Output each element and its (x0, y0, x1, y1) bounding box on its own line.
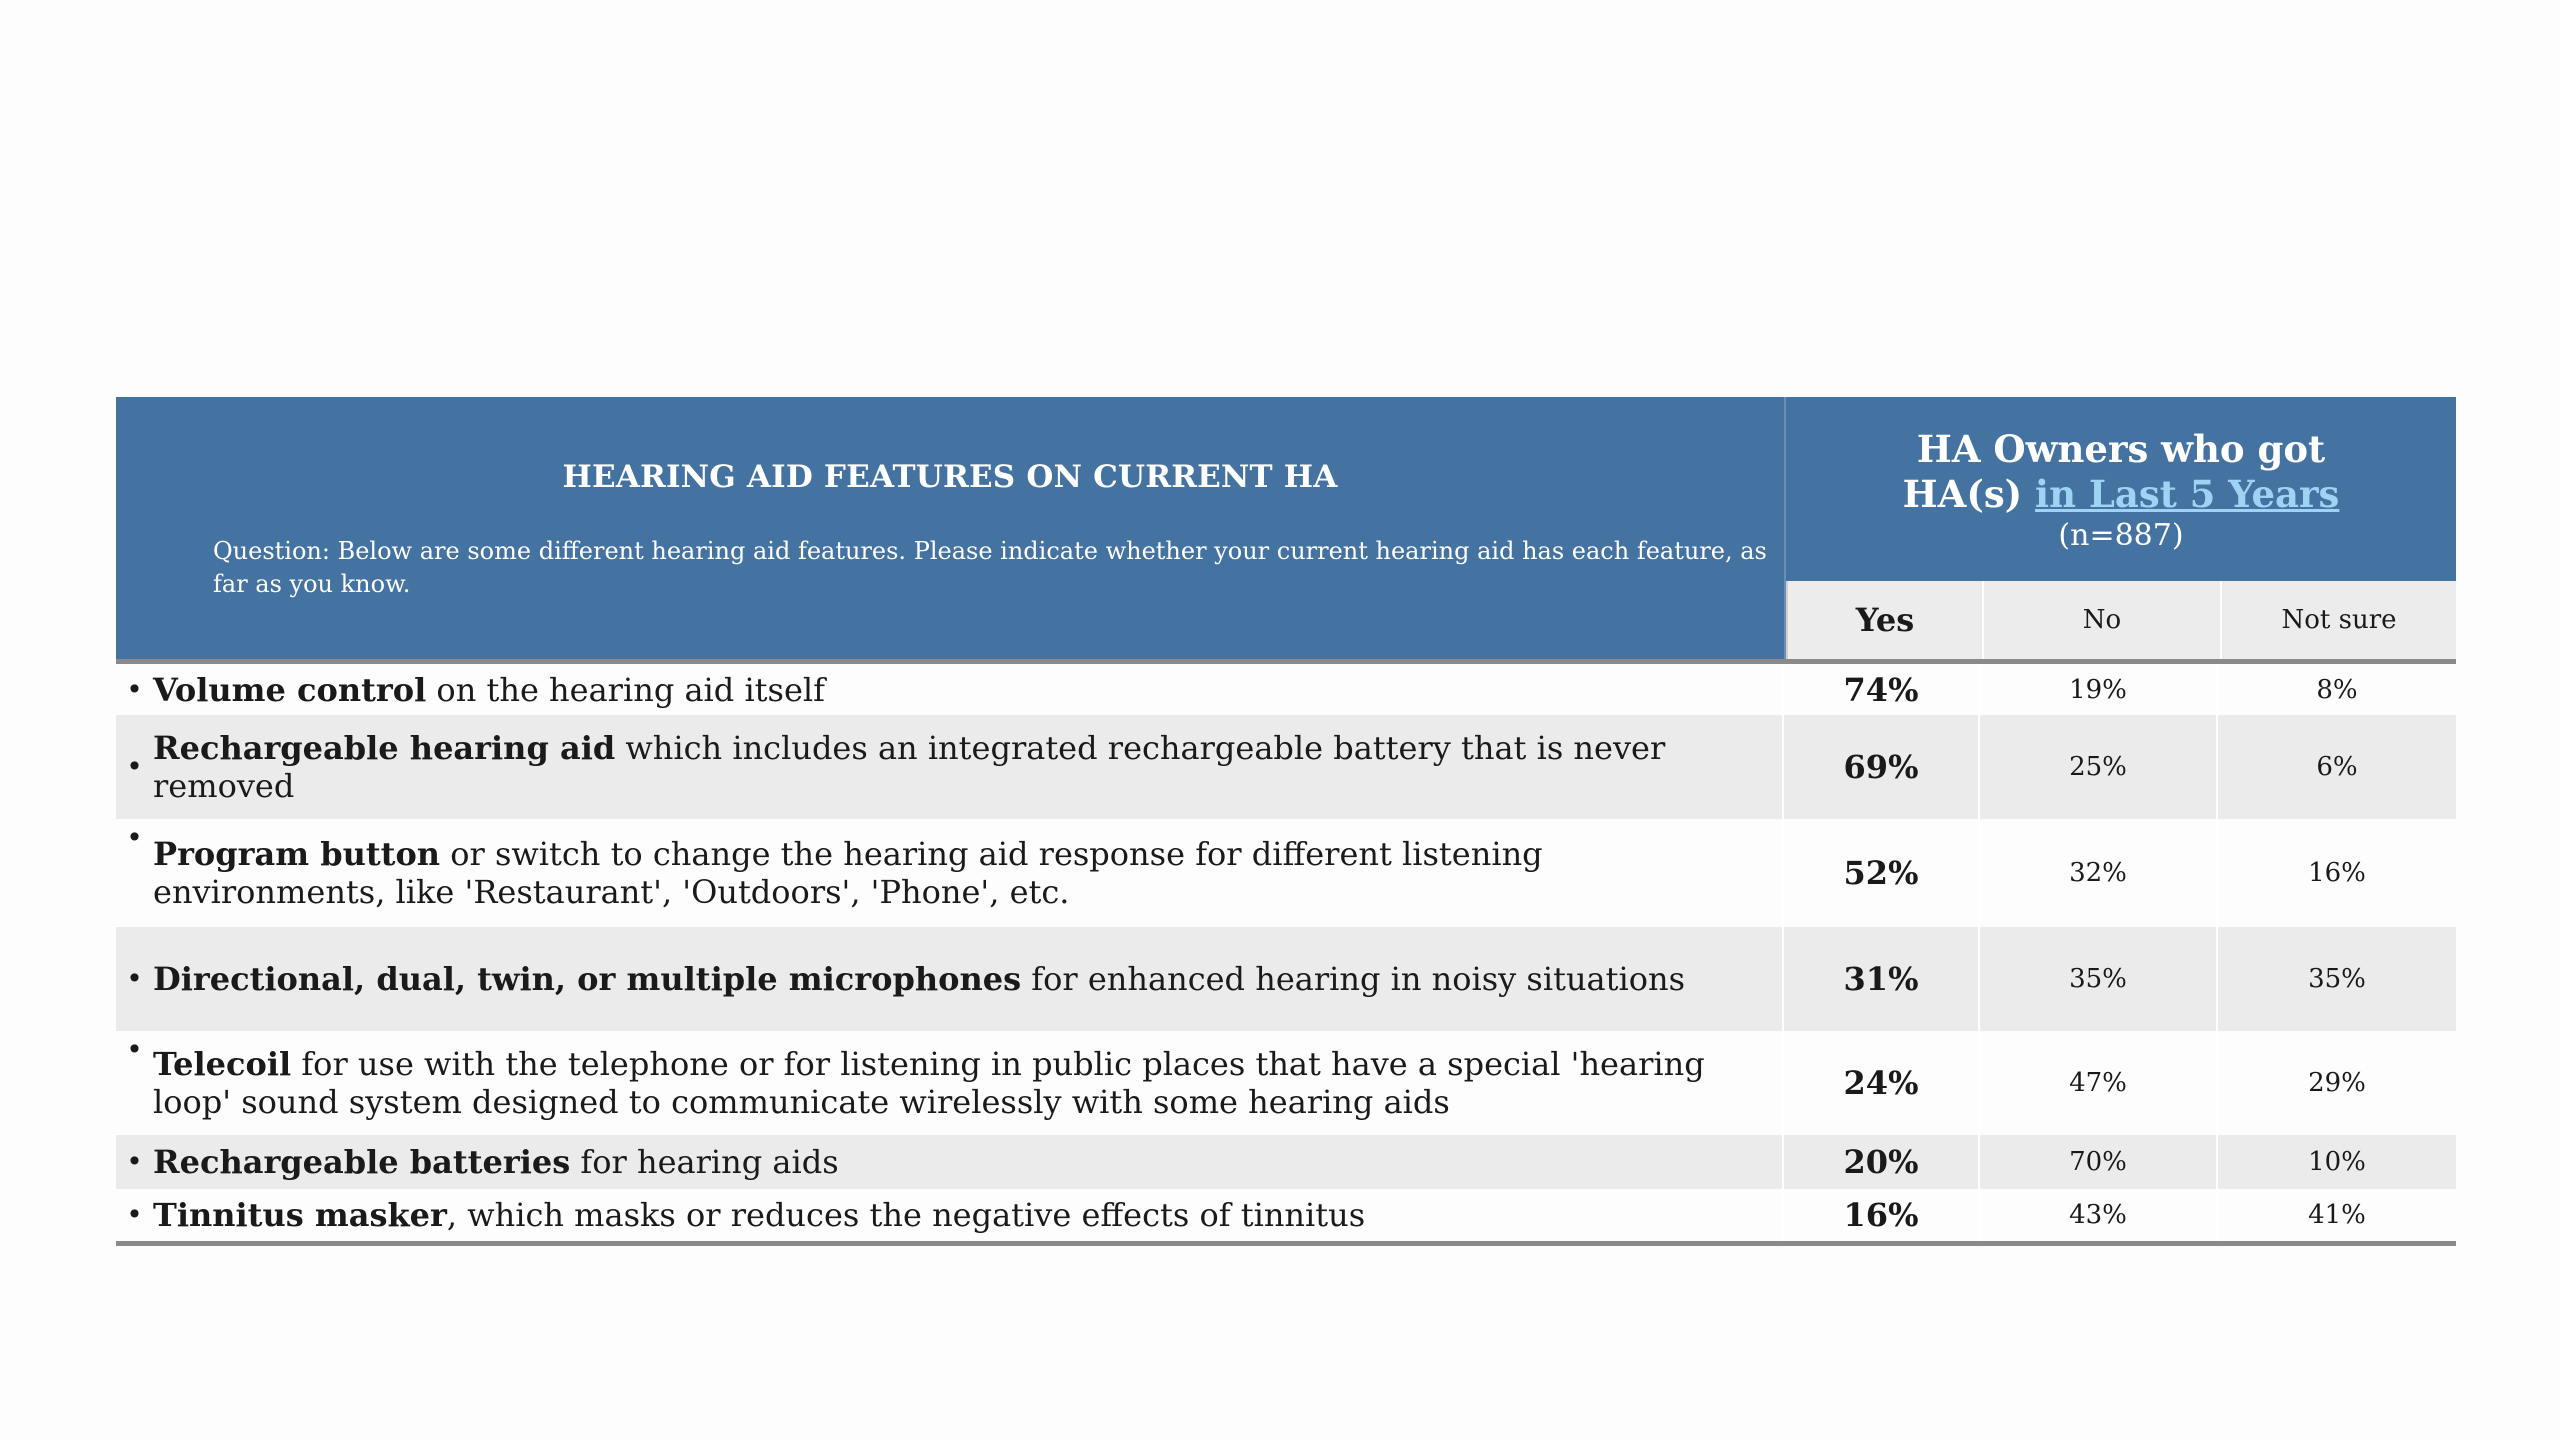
value-not-sure: 6% (2316, 752, 2358, 782)
bottom-rule (116, 1241, 2456, 1246)
feature-desc: on the hearing aid itself (426, 670, 825, 709)
header-left (116, 397, 1786, 659)
feature-desc: or switch to change the hearing aid response for different listening environments, like 'Restaurant', 'Outdoors', 'Phone', etc. (153, 835, 1543, 911)
header-right (1786, 397, 2456, 659)
value-yes: 52% (1784, 819, 1980, 927)
value-yes: 69% (1784, 715, 1980, 819)
feature-desc: for hearing aids (570, 1143, 839, 1181)
value-yes: 16% (1784, 1189, 1980, 1241)
col-header-no: No (1984, 581, 2222, 659)
bullet: • (126, 1198, 143, 1231)
feature-desc: for enhanced hearing in noisy situations (1021, 960, 1686, 998)
feature-name: Telecoil (153, 1045, 292, 1083)
feature-name: Rechargeable hearing aid (153, 729, 616, 767)
bullet: • (126, 672, 143, 706)
feature-name: Directional, dual, twin, or multiple microphones (153, 960, 1022, 998)
table-row (116, 715, 2456, 819)
value-no: 25% (1980, 715, 2218, 819)
table-row (116, 1031, 2456, 1135)
feature-desc: , which masks or reduces the negative effects of tinnitus (446, 1196, 1366, 1234)
feature-name: Tinnitus masker (153, 1196, 447, 1234)
table-row (116, 927, 2456, 1031)
feature-name: Rechargeable batteries (153, 1143, 571, 1181)
feature-cell (116, 664, 1784, 715)
value-not-sure: 29% (2308, 1068, 2366, 1098)
bullet: • (126, 821, 143, 854)
group-title-line1: HA Owners who got (1916, 427, 2326, 471)
bullet: • (126, 1145, 143, 1178)
value-no: 19% (1980, 664, 2218, 715)
feature-cell (116, 1135, 1784, 1189)
group-header (1786, 397, 2456, 581)
table-row (116, 1135, 2456, 1189)
value-not-sure: 41% (2308, 1200, 2366, 1230)
col-header-yes: Yes (1788, 581, 1984, 659)
question-text: Question: Below are some different hearing aid features. Please indicate whether your current hearing aid has each feature, as far as you know. (213, 537, 1767, 598)
value-yes: 24% (1784, 1031, 1980, 1135)
feature-name: Volume control (153, 670, 427, 709)
value-no: 70% (1980, 1135, 2218, 1189)
feature-desc: which includes an integrated rechargeable battery that is never removed (153, 729, 1666, 805)
feature-cell (116, 819, 1784, 927)
value-yes: 20% (1784, 1135, 1980, 1189)
value-no: 35% (1980, 927, 2218, 1031)
value-no: 43% (1980, 1189, 2218, 1241)
group-title-line2 (1786, 472, 2456, 517)
value-not-sure: 10% (2308, 1147, 2366, 1177)
value-not-sure: 16% (2308, 858, 2366, 888)
last-5-years-link[interactable]: in Last 5 Years (2035, 472, 2340, 516)
value-not-sure: 35% (2308, 964, 2366, 994)
group-title-prefix: HA(s) (1902, 472, 2036, 516)
feature-cell (116, 1189, 1784, 1241)
value-no: 47% (1980, 1031, 2218, 1135)
feature-desc: for use with the telephone or for listening in public places that have a special 'hearing loop' sound system designed to communicate wirelessly with some hearing aids (153, 1045, 1705, 1121)
value-yes: 74% (1784, 664, 1980, 715)
bullet: • (126, 962, 143, 995)
column-headers (1786, 581, 2456, 659)
table-header (116, 397, 2456, 659)
table-row (116, 1189, 2456, 1241)
value-not-sure: 8% (2316, 674, 2358, 705)
features-table (116, 397, 2456, 1246)
table-row (116, 819, 2456, 927)
col-header-not-sure: Not sure (2281, 605, 2397, 635)
feature-cell (116, 1031, 1784, 1135)
feature-name: Program button (153, 835, 441, 873)
feature-cell (116, 715, 1784, 819)
bullet: • (126, 1033, 143, 1066)
feature-cell (116, 927, 1784, 1031)
sample-size: (n=887) (2058, 518, 2184, 553)
value-no: 32% (1980, 819, 2218, 927)
value-yes: 31% (1784, 927, 1980, 1031)
table-row (116, 664, 2456, 715)
bullet: • (126, 750, 143, 783)
table-title: HEARING AID FEATURES ON CURRENT HA (562, 459, 1338, 495)
